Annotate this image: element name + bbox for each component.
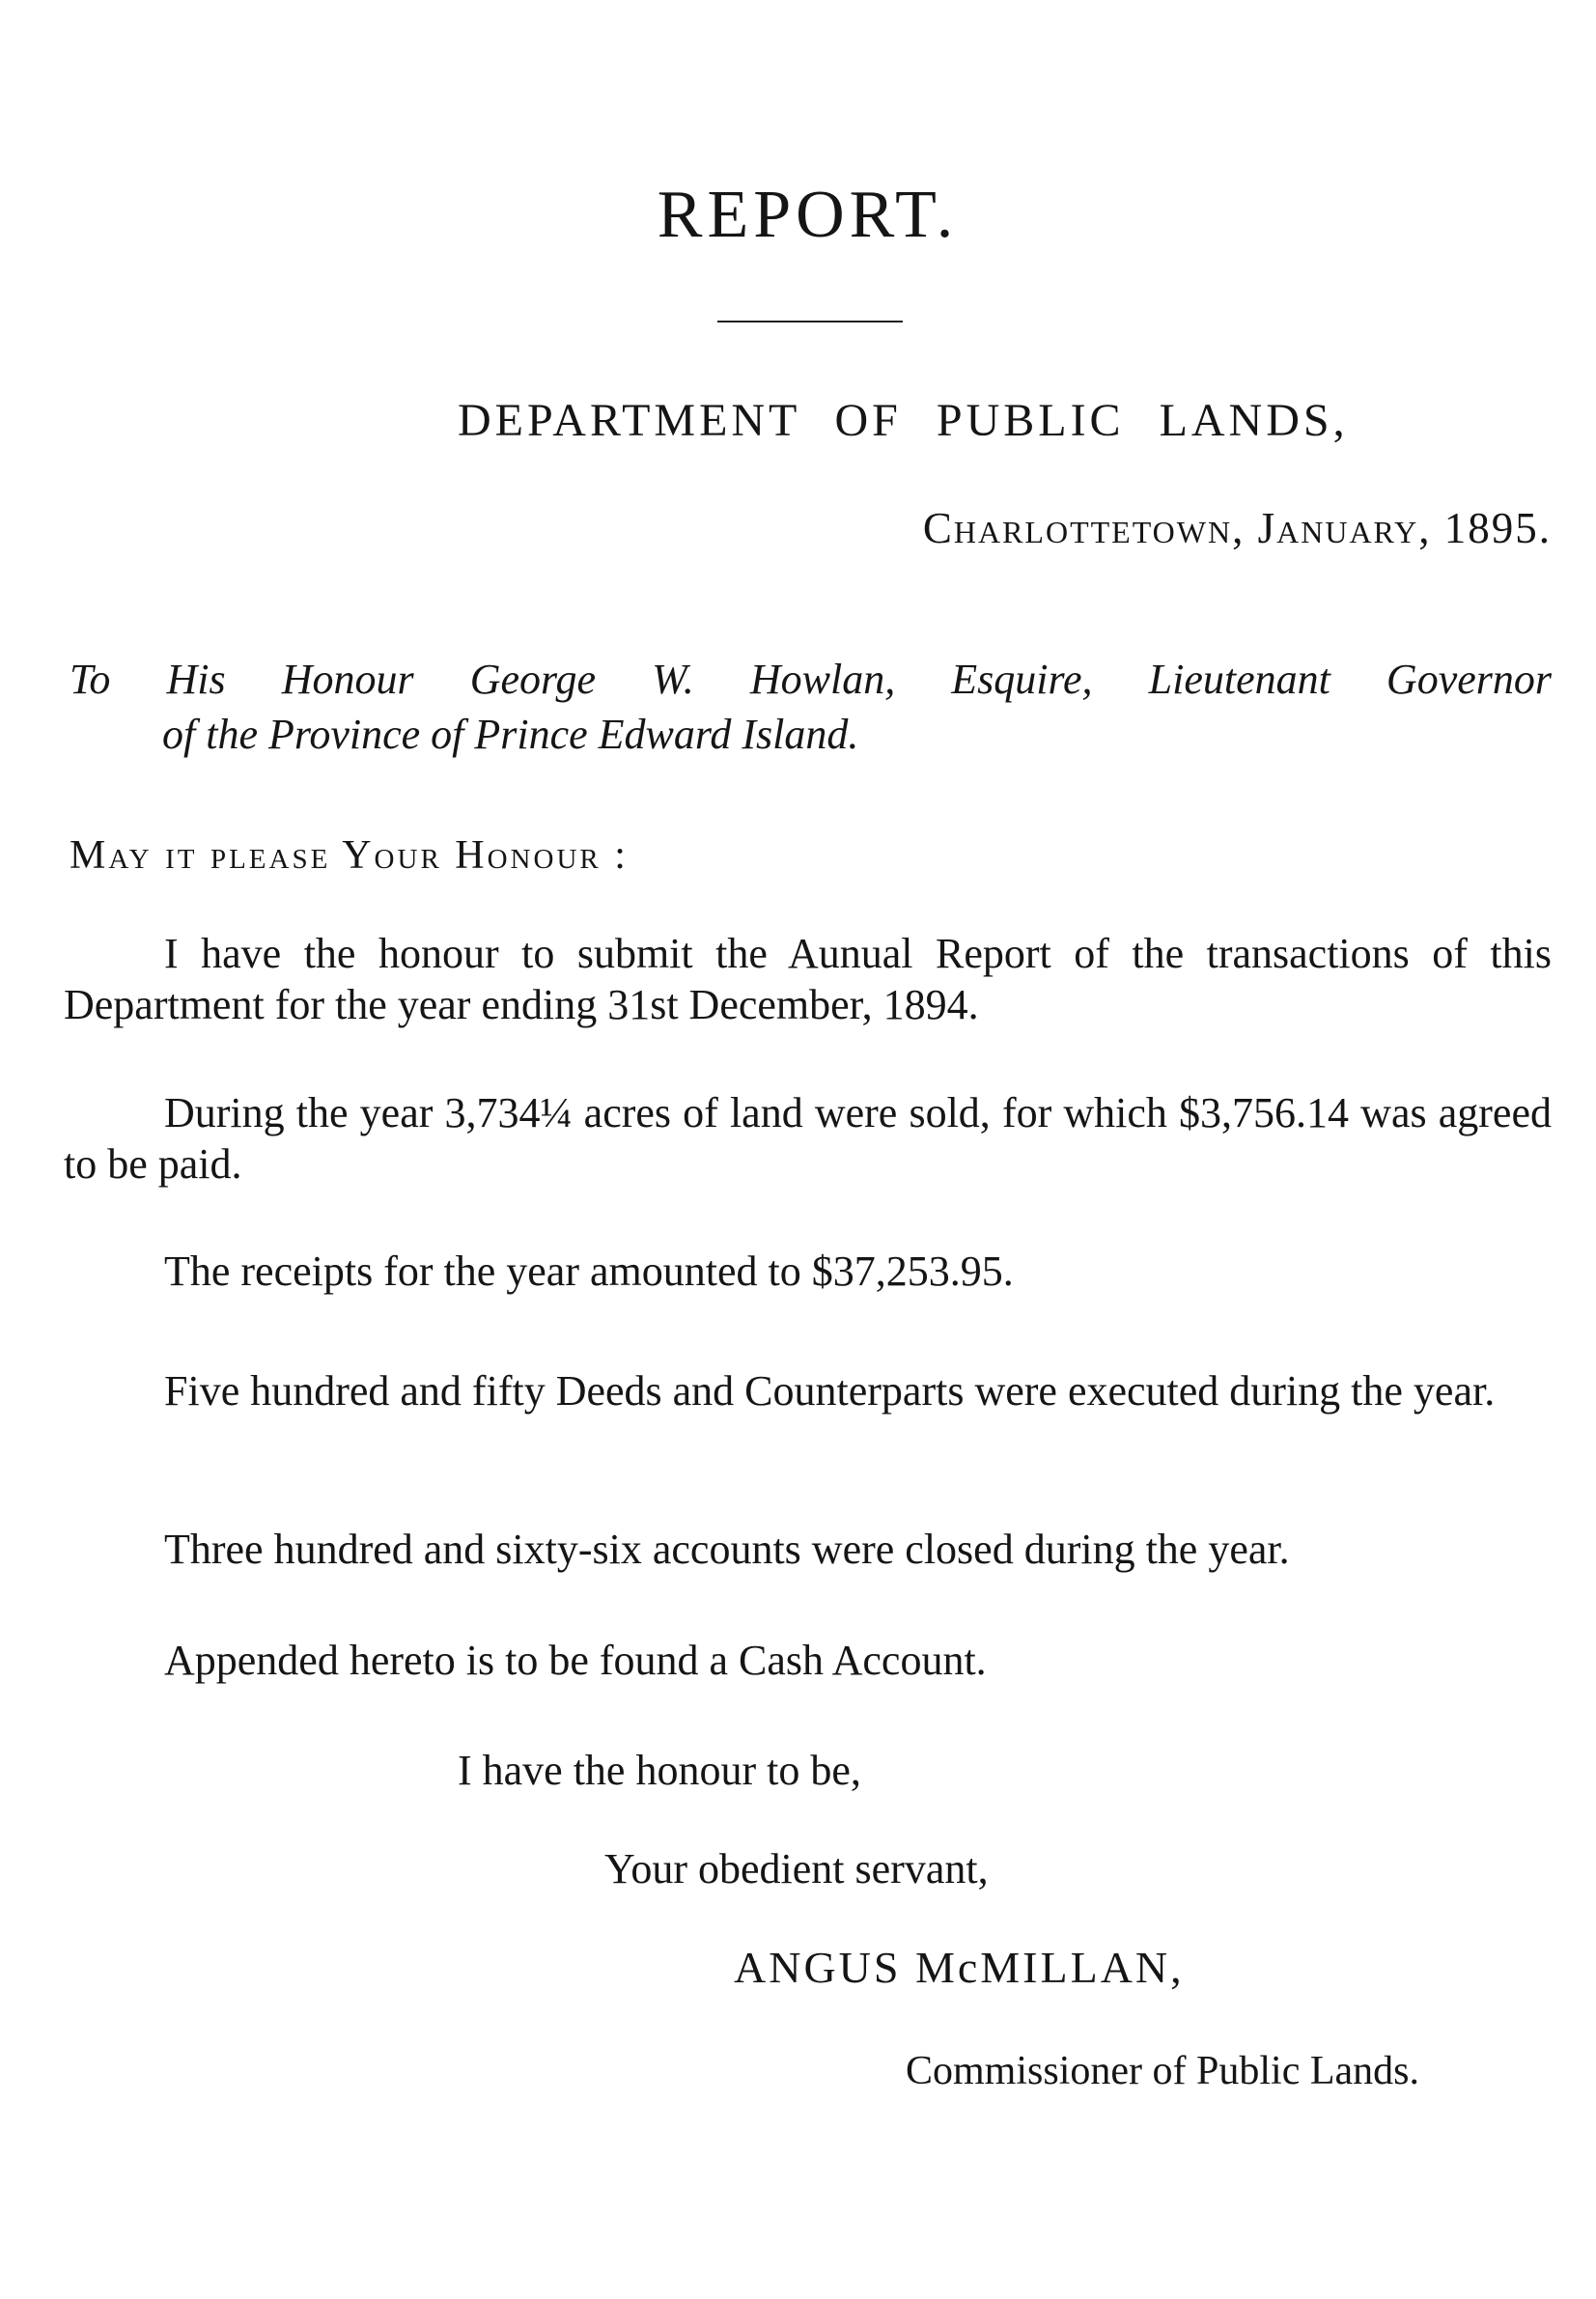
closing-line-2: Your obedient servant,	[604, 1845, 989, 1892]
paragraph-cash-account: Appended hereto is to be found a Cash Account.	[164, 1637, 987, 1684]
paragraph-accounts: Three hundred and sixty-six accounts were closed during the year.	[164, 1526, 1290, 1573]
department-heading: DEPARTMENT OF PUBLIC LANDS,	[458, 395, 1349, 446]
address-line-1: To His Honour George W. Howlan, Esquire, Lieutenant Governor	[70, 656, 1552, 703]
paragraph-receipts: The receipts for the year amounted to $37,253.95.	[164, 1248, 1014, 1295]
signer-title: Commissioner of Public Lands.	[906, 2049, 1419, 2093]
closing-line-1: I have the honour to be,	[458, 1747, 861, 1794]
report-title: REPORT.	[657, 178, 959, 252]
paragraph-annual-report: I have the honour to submit the Aunual Report of the transactions of this Department for the year ending 31st December, 1894.	[64, 930, 1552, 1028]
dateline: Charlottetown, January, 1895.	[922, 504, 1552, 552]
salutation: May it please Your Honour :	[70, 833, 629, 878]
address-line-2: of the Province of Prince Edward Island.	[162, 711, 859, 758]
signature-name: ANGUS McMILLAN,	[734, 1943, 1185, 1992]
address-block	[70, 652, 1552, 762]
title-divider	[717, 321, 903, 322]
paragraph-deeds: Five hundred and fifty Deeds and Counterparts were executed during the year.	[164, 1367, 1496, 1415]
paragraph-land-sold: During the year 3,734¼ acres of land were sold, for which $3,756.14 was agreed to be paid.	[64, 1089, 1552, 1188]
